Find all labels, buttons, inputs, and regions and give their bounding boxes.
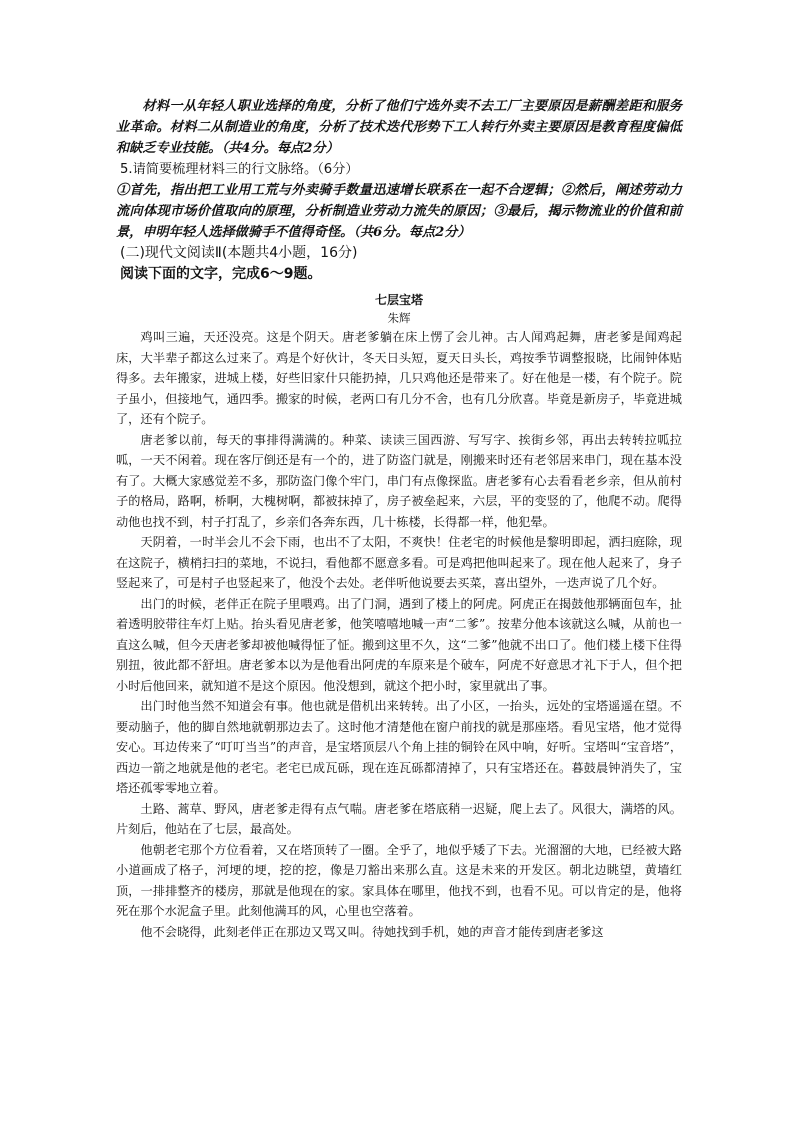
section-heading: (二)现代文阅读Ⅱ(本题共4小题，16分) [120, 245, 358, 261]
article-author: 朱辉 [387, 311, 411, 325]
answer-q4: 材料一从年轻人职业选择的角度，分析了他们宁选外卖不去工厂主要原因是薪酬差距和服务业革命。材料二从制造业的角度，分析了技术迭代形势下工人转行外卖主要原因是教育程度偏低和缺乏专业技能。（共4分。每点2分） [116, 99, 682, 156]
article-paragraph: 鸡叫三遍，天还没亮。这是个阴天。唐老爹躺在床上愣了会儿神。古人闻鸡起舞，唐老爹是闻鸡起床，大半辈子都这么过来了。鸡是个好伙计，冬天日头短，夏天日头长，鸡按季节调整报晓，比闹钟体贴得多。去年搬家，进城上楼，好些旧家什只能扔掉，几只鸡他还是带来了。好在他是一楼，有个院子。院子虽小，但接地气，通四季。搬家的时候，老两口有几分不舍，也有几分欣喜。毕竟是新房子，毕竟进城了，还有个院子。 [116, 330, 682, 426]
article-title: 七层宝塔 [374, 293, 423, 307]
document-page [116, 96, 682, 942]
article-paragraph: 出门时他当然不知道会有事。他也就是借机出来转转。出了小区，一抬头，远处的宝塔遥遥在望。不要动脑子，他的脚自然地就朝那边去了。这时他才清楚他在窗户前找的就是那座塔。看见宝塔，他才觉得安心。耳边传来了“叮叮当当”的声音，是宝塔顶层八个角上挂的铜铃在风中响，好听。宝塔叫“宝音塔”，西边一箭之地就是他的老宅。老宅已成瓦砾，现在连瓦砾都清掉了，只有宝塔还在。暮鼓晨钟消失了，宝塔还孤零零地立着。 [116, 699, 682, 795]
article-paragraph: 天阴着，一时半会儿不会下雨，也出不了太阳，不爽快！住老宅的时候他是黎明即起，洒扫庭除，现在这院子，横梢扫扫的菜地，不说扫，看他都不愿意多看。可是鸡把他叫起来了。现在他人起来了，身子竖起来了，可是村子也竖起来了，他没个去处。老伴听他说要去买菜，喜出望外，一迭声说了几个好。 [116, 535, 682, 590]
article-paragraph: 土路、蒿草、野风，唐老爹走得有点气喘。唐老爹在塔底稍一迟疑，爬上去了。风很大，满塔的风。片刻后，他站在了七层，最高处。 [116, 801, 682, 836]
answer-q5: ①首先，指出把工业用工荒与外卖骑手数量迅速增长联系在一起不合逻辑；②然后，阐述劳动力流向体现市场价值取向的原理，分析制造业劳动力流失的原因；③最后，揭示物流业的价值和前景，申明年轻人选择做骑手不值得奇怪。（共6分。每点2分） [116, 183, 682, 240]
reading-instruction: 阅读下面的文字，完成6～9题。 [120, 266, 322, 282]
article-paragraph: 他朝老宅那个方位看着，又在塔顶转了一圈。全乎了，地似乎矮了下去。光溜溜的大地，已经被大路小道画成了格子，河埂的埂，挖的挖，像是刀豁出来那么直。这是未来的开发区。朝北边眺望，黄墙红顶，一排排整齐的楼房，那就是他现在的家。家具体在哪里，他找不到，也看不见。可以肯定的是，他将死在那个水泥盒子里。此刻他满耳的风，心里也空落着。 [116, 842, 682, 918]
article-paragraph: 出门的时候，老伴正在院子里喂鸡。出了门洞，遇到了楼上的阿虎。阿虎正在揭鼓他那辆面包车，扯着透明胶带往车灯上贴。抬头看见唐老爹，他笑嘻嘻地喊一声“二爹”。按辈分他本该就这么喊，从前也一直这么喊，但今天唐老爹却被他喊得怔了怔。搬到这里不久，这“二爹”他就不出口了。他们楼上楼下住得别扭，彼此都不舒坦。唐老爹本以为是他看出阿虎的车原来是个破车，阿虎不好意思才礼下于人，但个把小时后他回来，就知道不是这个原因。他没想到，就这个把小时，家里就出了事。 [116, 596, 682, 693]
article-paragraph: 他不会晓得，此刻老伴正在那边又骂又叫。待她找到手机，她的声音才能传到唐老爹这 [140, 924, 604, 939]
question-5: 5.请简要梳理材料三的行文脉络。（6分） [120, 162, 359, 177]
article-paragraph: 唐老爹以前，每天的事排得满满的。种菜、读读三国西游、写写字、挨街乡邻，再出去转转拉呱拉呱，一天不闲着。现在客厅倒还是有一个的，进了防盗门就是，刚搬来时还有老邻居来串门，现在基本没有了。大概大家感觉差不多，那防盗门像个牢门，串门有点像探监。唐老爹有心去看看老乡亲，但从前村子的格局，路啊，桥啊，大槐树啊，都被抹掉了，房子被垒起来，六层，平的变竖的了，他爬不动。爬得动他也找不到，村子打乱了，乡亲们各奔东西，几十栋楼，长得都一样，他犯晕。 [116, 432, 682, 529]
